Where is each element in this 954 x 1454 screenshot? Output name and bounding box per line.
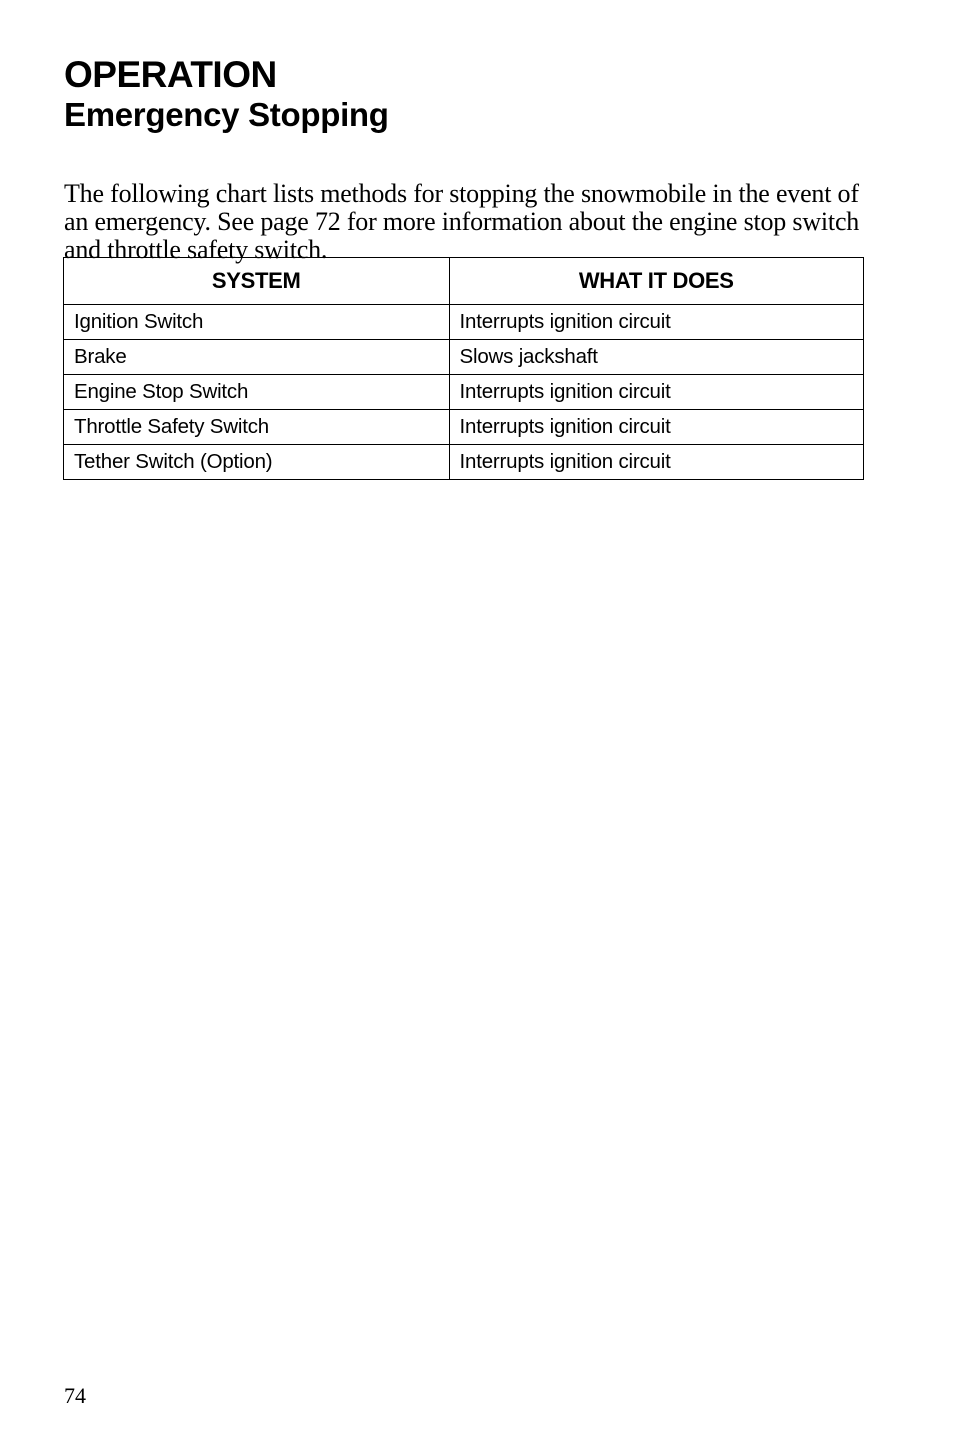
- system-cell: Tether Switch (Option): [64, 445, 450, 480]
- intro-paragraph: The following chart lists methods for stopping the snowmobile in the event of an emergency. See page 72 for more information about the engine stop switch and throttle safety switch.: [64, 179, 860, 264]
- section-heading: OPERATION: [64, 54, 277, 95]
- function-cell: Interrupts ignition circuit: [449, 410, 863, 445]
- column-header-what-it-does: WHAT IT DOES: [449, 258, 863, 305]
- table-row: [64, 340, 864, 375]
- function-cell: Interrupts ignition circuit: [449, 305, 863, 340]
- table-body: [64, 305, 864, 480]
- table-row: [64, 375, 864, 410]
- function-cell: Interrupts ignition circuit: [449, 375, 863, 410]
- table-header: [64, 258, 864, 305]
- table-row: [64, 410, 864, 445]
- table-header-row: [64, 258, 864, 305]
- function-cell: Slows jackshaft: [449, 340, 863, 375]
- page-number: 74: [64, 1383, 86, 1408]
- system-cell: Ignition Switch: [64, 305, 450, 340]
- system-cell: Throttle Safety Switch: [64, 410, 450, 445]
- page-title: Emergency Stopping: [64, 96, 389, 133]
- function-cell: Interrupts ignition circuit: [449, 445, 863, 480]
- table-row: [64, 305, 864, 340]
- system-cell: Engine Stop Switch: [64, 375, 450, 410]
- table-row: [64, 445, 864, 480]
- emergency-stopping-table: [63, 257, 864, 480]
- system-cell: Brake: [64, 340, 450, 375]
- column-header-system: SYSTEM: [64, 258, 450, 305]
